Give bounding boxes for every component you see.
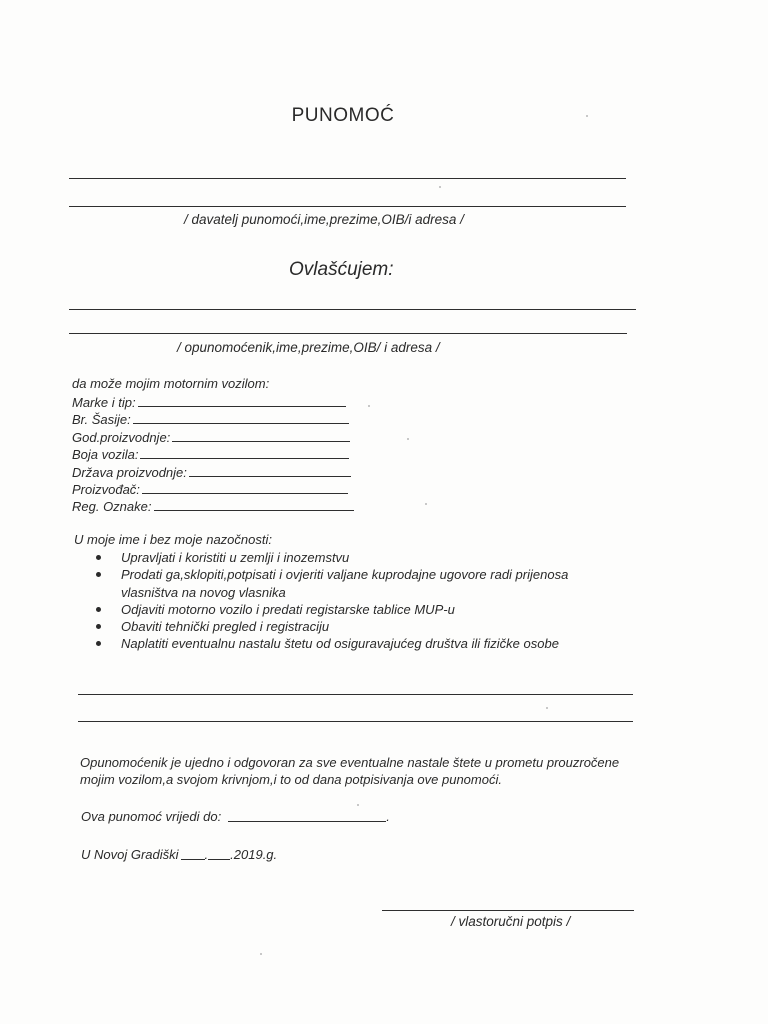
scan-speck — [546, 707, 548, 709]
chassis-blank[interactable] — [133, 423, 349, 424]
date-separator: . — [204, 847, 209, 862]
powers-intro: U moje ime i bez moje nazočnosti: — [74, 532, 272, 547]
grantor-line-1 — [69, 178, 626, 179]
list-item — [94, 601, 654, 618]
vehicle-field-chassis — [72, 410, 349, 427]
scan-speck — [586, 115, 588, 117]
year-text: .2019.g. — [230, 847, 278, 862]
list-item — [94, 549, 654, 566]
attorney-line-2 — [69, 333, 627, 334]
validity-end: . — [386, 809, 390, 824]
vehicle-field-plates — [72, 497, 354, 514]
place-date-row — [81, 846, 277, 863]
power-text: Prodati ga,sklopiti,potpisati i ovjeriti valjane kuprodajne ugovore radi prijenosa vlasništva na novog vlasnika — [121, 567, 569, 600]
scan-speck — [425, 503, 427, 505]
list-item — [94, 635, 654, 652]
field-label: Država proizvodnje: — [72, 465, 187, 480]
bullet-icon — [96, 624, 101, 629]
field-label: God.proizvodnje: — [72, 430, 171, 445]
validity-label: Ova punomoć vrijedi do: — [81, 809, 222, 824]
make-blank[interactable] — [138, 406, 346, 407]
power-text: Obaviti tehnički pregled i registraciju — [121, 619, 330, 635]
grantor-line-2 — [69, 206, 626, 207]
scan-speck — [260, 953, 262, 955]
vehicle-field-country — [72, 463, 351, 480]
bullet-icon — [96, 572, 101, 577]
plates-blank[interactable] — [154, 510, 354, 511]
day-blank[interactable] — [181, 859, 205, 860]
manufacturer-blank[interactable] — [142, 493, 348, 494]
scan-speck — [368, 405, 370, 407]
year-blank[interactable] — [172, 441, 350, 442]
vehicle-intro: da može mojim motornim vozilom: — [72, 376, 270, 391]
liability-text: Opunomoćenik je ujedno i odgovoran za sve eventualne nastale štete u prometu prouzročene mojim vozilom,a svojom krivnjom,i to od dana potpisivanja ove punomoći. — [80, 755, 620, 788]
scan-speck — [439, 186, 441, 188]
document-title: PUNOMOĆ — [291, 105, 395, 126]
signature-caption: / vlastoručni potpis / — [451, 914, 571, 929]
grantor-caption: / davatelj punomoći,ime,prezime,OIB/i adresa / — [184, 212, 464, 227]
signature-line[interactable] — [382, 910, 634, 911]
bullet-icon — [96, 555, 101, 560]
list-item — [94, 566, 654, 601]
vehicle-field-make — [72, 393, 346, 410]
extra-line-1[interactable] — [78, 694, 633, 695]
vehicle-field-manufacturer — [72, 480, 348, 497]
field-label: Marke i tip: — [72, 395, 136, 410]
month-blank[interactable] — [208, 859, 230, 860]
field-label: Boja vozila: — [72, 447, 139, 462]
power-text: Naplatiti eventualnu nastalu štetu od osiguravajućeg društva ili fizičke osobe — [121, 636, 559, 652]
country-blank[interactable] — [189, 476, 351, 477]
vehicle-field-color — [72, 445, 349, 462]
power-text: Odjaviti motorno vozilo i predati registarske tablice MUP-u — [121, 601, 455, 617]
field-label: Reg. Oznake: — [72, 499, 152, 514]
vehicle-field-year — [72, 428, 350, 445]
scan-speck — [357, 804, 359, 806]
authorize-heading: Ovlašćujem: — [289, 259, 394, 280]
bullet-icon — [96, 641, 101, 646]
list-item — [94, 618, 654, 635]
color-blank[interactable] — [140, 458, 349, 459]
bullet-icon — [96, 607, 101, 612]
attorney-caption: / opunomoćenik,ime,prezime,OIB/ i adresa / — [177, 340, 440, 355]
validity-row — [81, 808, 390, 825]
extra-line-2[interactable] — [78, 721, 633, 722]
attorney-line-1 — [69, 309, 636, 310]
validity-blank[interactable] — [228, 821, 386, 822]
power-text: Upravljati i koristiti u zemlji i inozemstvu — [121, 550, 350, 565]
powers-list — [94, 549, 654, 653]
field-label: Br. Šasije: — [72, 412, 131, 427]
scan-speck — [407, 438, 409, 440]
field-label: Proizvođač: — [72, 482, 140, 497]
place-label: U Novoj Gradiški — [81, 847, 179, 862]
